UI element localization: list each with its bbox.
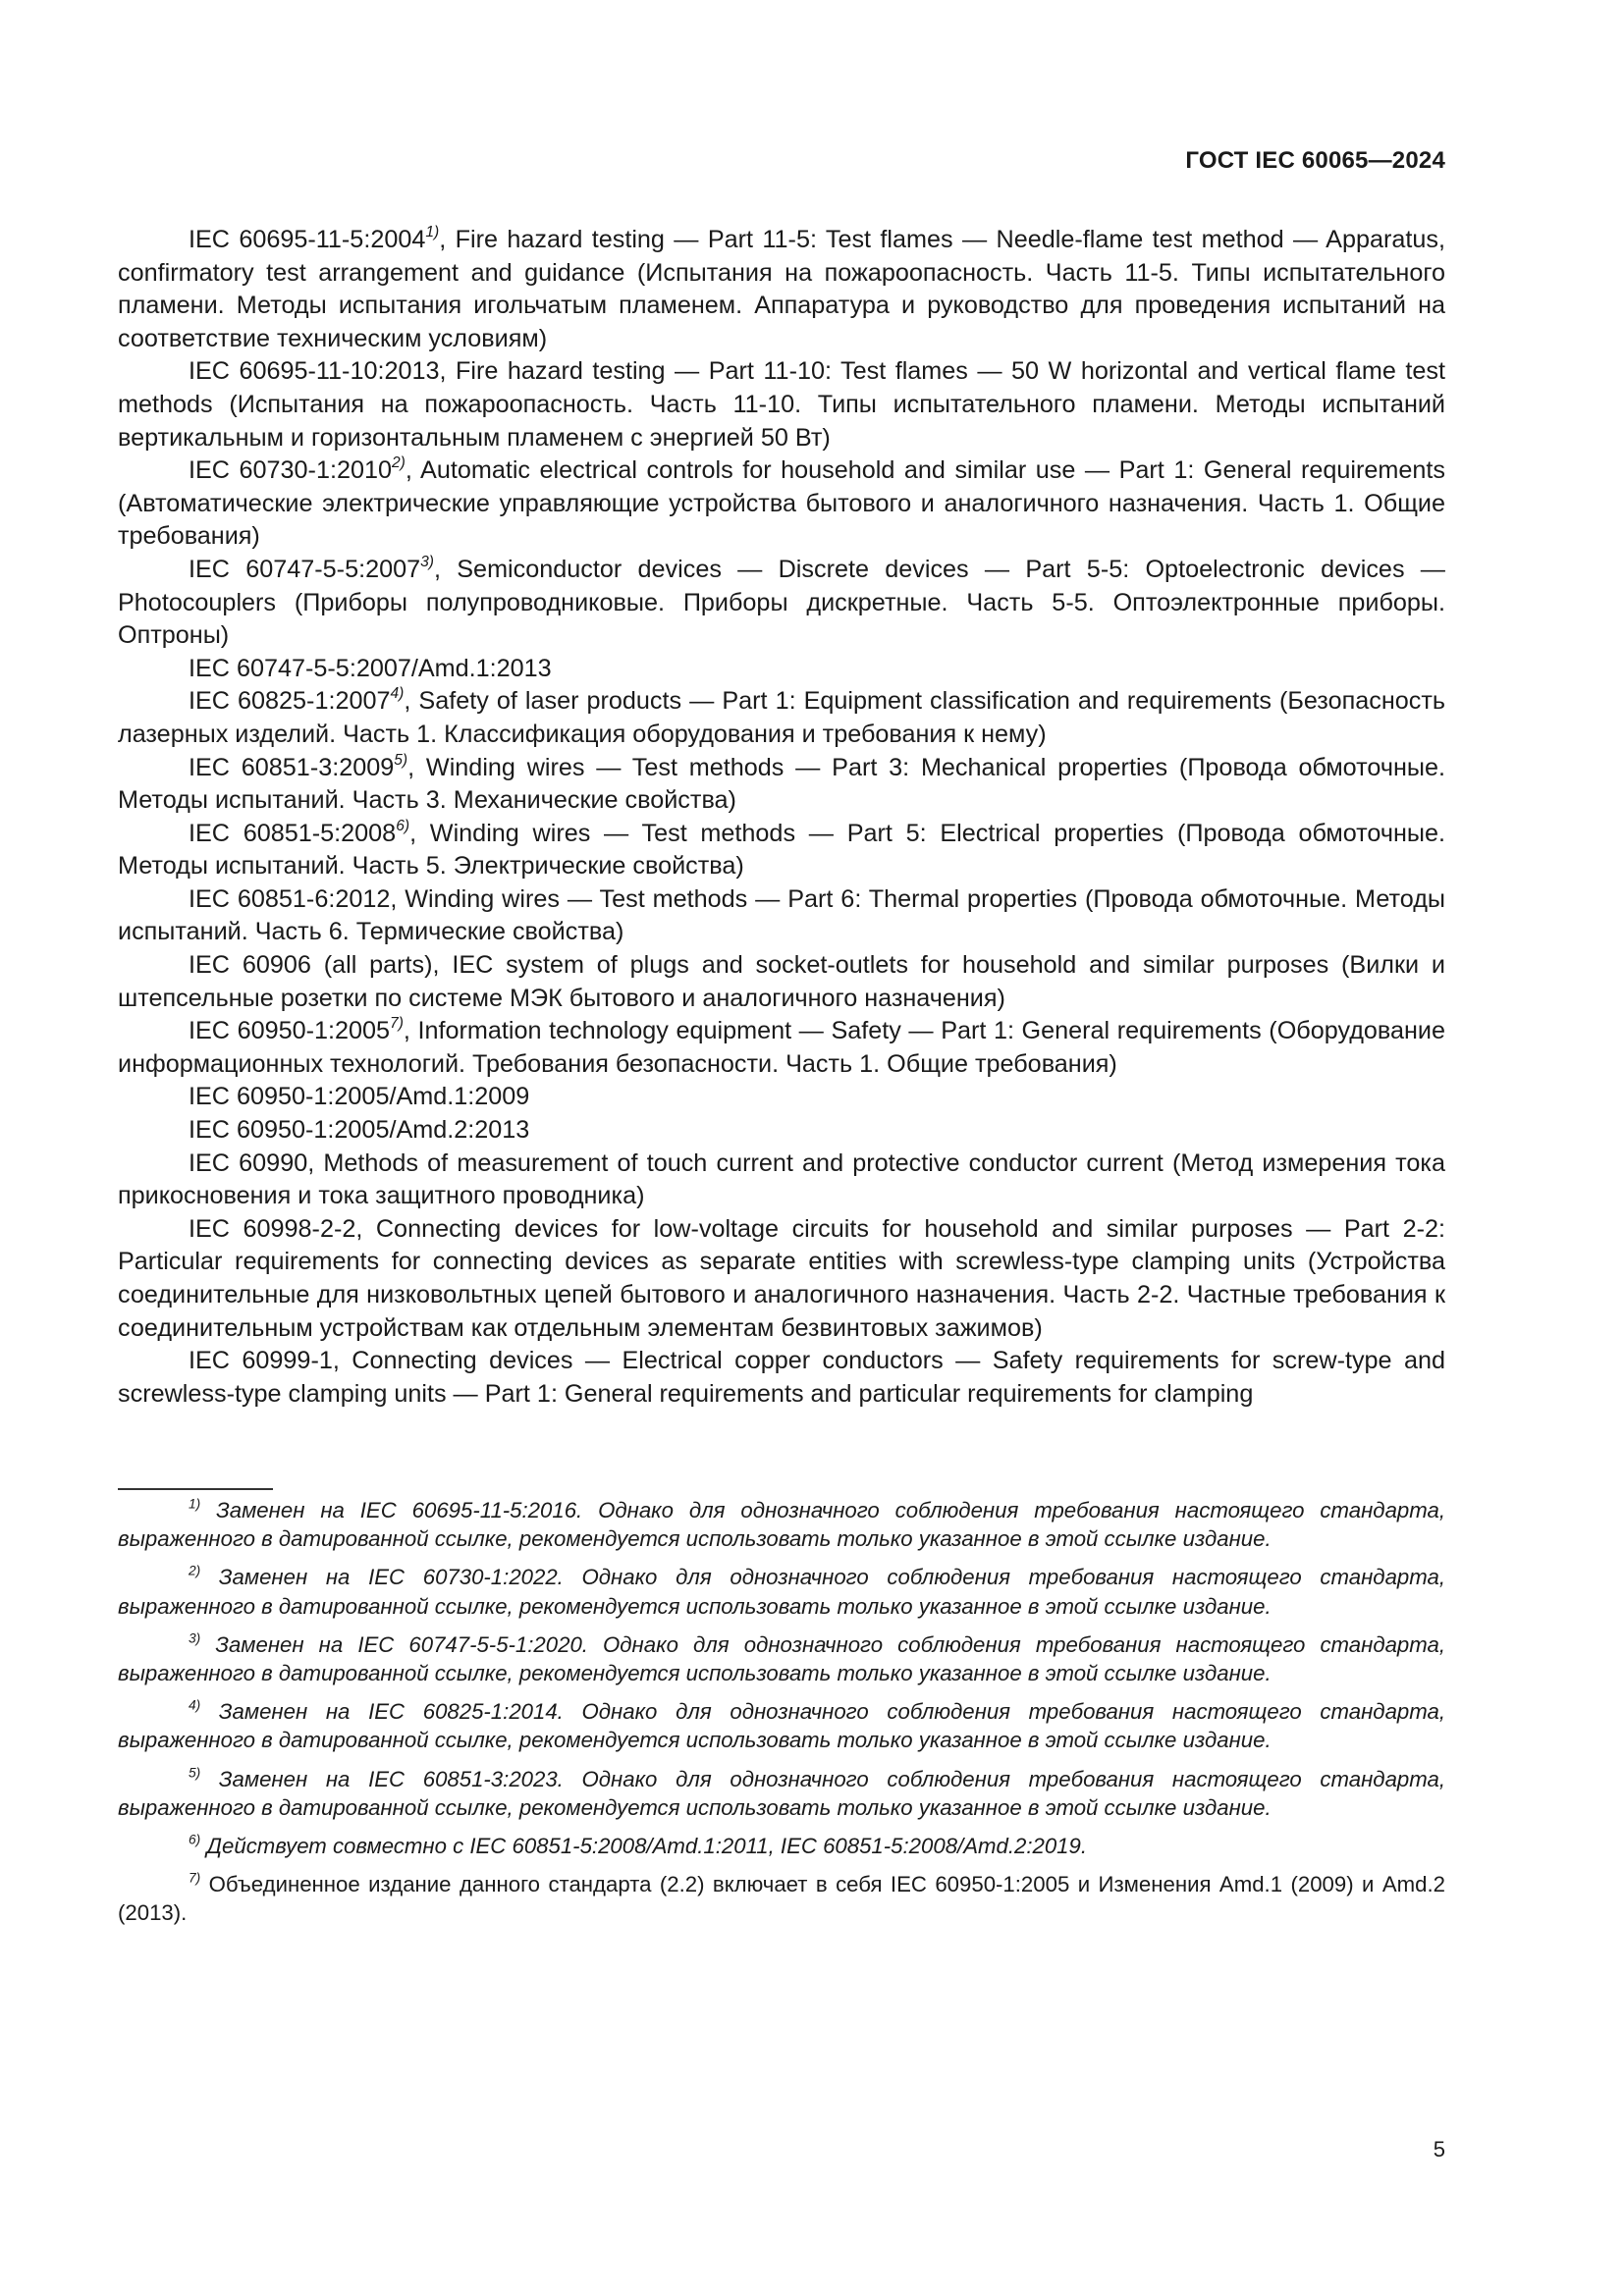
footnote-number: 6) (189, 1832, 201, 1847)
footnote-separator (118, 1488, 273, 1490)
footnote-marker: 3) (420, 554, 434, 571)
footnote-marker: 6) (396, 817, 410, 834)
reference-entry: IEC 60950-1:2005/Amd.1:2009 (189, 1083, 530, 1111)
page-number: 5 (1433, 2137, 1445, 2162)
footnote: $^{1)}$ Заменен на IEC 60695-11-5:2016. Однако для однозначного соблюдения требования настоящего стандарта, выраженного в датированной ссылке, рекомендуется использовать только указанное в этой ссылке издание. (118, 1496, 1445, 1552)
footnote: $^{2)}$ Заменен на IEC 60730-1:2022. Однако для однозначного соблюдения требования настоящего стандарта, выраженного в датированной ссылке, рекомендуется использовать только указанное в этой ссылке издание. (118, 1563, 1445, 1619)
reference-entry: IEC 60906 (all parts), IEC system of plugs and socket-outlets for household and similar purposes (Вилки и штепсельные розетки по системе МЭК бытового и аналогичного назначения) (118, 951, 1445, 1012)
reference-entry: IEC 60851-5:2008$^{6)}$, Winding wires — Test methods — Part 5: Electrical properties (Провода обмоточные. Методы испытаний. Часть 5. Электрические свойства) (118, 817, 1445, 881)
reference-entry: IEC 60730-1:2010$^{2)}$, Automatic electrical controls for household and similar use — Part 1: General requirements (Автоматические электрические управляющие устройства бытового и аналогичного назначения. Часть 1. Общие требования) (118, 454, 1446, 551)
footnote-marker: 5) (394, 751, 408, 769)
footnote: $^{3)}$ Заменен на IEC 60747-5-5-1:2020. Однако для однозначного соблюдения требования настоящего стандарта, выраженного в датированной ссылке, рекомендуется использовать только указанное в этой ссылке издание. (118, 1630, 1445, 1686)
reference-entry: IEC 60990, Methods of measurement of touch current and protective conductor current (Метод измерения тока прикосновения и тока защитного проводника) (118, 1148, 1445, 1210)
reference-entry: IEC 60695-11-5:2004$^{1)}$, Fire hazard testing — Part 11-5: Test flames — Needle-flame test method — Apparatus, confirmatory test arrangement and guidance (Испытания на пожароопасность. Часть 11-5. Типы испытательного пламени. Методы испытания игольчатым пламенем. Аппаратура и руководство для проведения испытаний на соответствие техническим условиям) (118, 224, 1445, 352)
reference-entry: IEC 60825-1:2007$^{4)}$, Safety of laser products — Part 1: Equipment classification and requirements (Безопасность лазерных изделий. Часть 1. Классификация оборудования и требования к нему) (118, 685, 1445, 748)
reference-entry: IEC 60851-3:2009$^{5)}$, Winding wires — Test methods — Part 3: Mechanical properties (Провода обмоточные. Методы испытаний. Часть 3. Механические свойства) (118, 751, 1445, 815)
footnote: $^{4)}$ Заменен на IEC 60825-1:2014. Однако для однозначного соблюдения требования настоящего стандарта, выраженного в датированной ссылке, рекомендуется использовать только указанное в этой ссылке издание. (118, 1697, 1445, 1753)
footnote-number: 5) (189, 1765, 201, 1780)
footnote-marker: 7) (390, 1015, 404, 1033)
footnote-marker: 1) (425, 224, 440, 241)
footnotes (118, 1496, 1445, 1938)
footnote-number: 4) (189, 1697, 201, 1713)
reference-entry: IEC 60851-6:2012, Winding wires — Test methods — Part 6: Thermal properties (Провода обмоточные. Методы испытаний. Часть 6. Термические свойства) (118, 884, 1445, 946)
reference-entry: IEC 60747-5-5:2007/Amd.1:2013 (189, 654, 552, 682)
footnote: $^{5)}$ Заменен на IEC 60851-3:2023. Однако для однозначного соблюдения требования настоящего стандарта, выраженного в датированной ссылке, рекомендуется использовать только указанное в этой ссылке издание. (118, 1765, 1445, 1820)
footnote-number: 3) (189, 1630, 201, 1646)
reference-entry: IEC 60695-11-10:2013, Fire hazard testing — Part 11-10: Test flames — 50 W horizontal and vertical flame test methods (Испытания на пожароопасность. Часть 11-10. Типы испытательного пламени. Методы испытаний вертикальным и горизонтальным пламенем с энергией 50 Вт) (118, 357, 1445, 452)
reference-entry: IEC 60999-1, Connecting devices — Electrical copper conductors — Safety requirements for screw-type and screwless-type clamping units — Part 1: General requirements and particular requirements for clamping (118, 1347, 1445, 1408)
reference-entry: IEC 60998-2-2, Connecting devices for low-voltage circuits for household and similar purposes — Part 2-2: Particular requirements for connecting devices as separate entities with screwless-type clamping units (Устройства соединительные для низковольтных цепей бытового и аналогичного назначения. Часть 2-2. Частные требования к соединительным устройствам как отдельным элементам безвинтовых зажимов) (118, 1214, 1445, 1342)
reference-entry: IEC 60950-1:2005$^{7)}$, Information technology equipment — Safety — Part 1: General requirements (Оборудование информационных технологий. Требования безопасности. Часть 1. Общие требования) (118, 1015, 1445, 1078)
footnote: $^{7)}$ Объединенное издание данного стандарта (2.2) включает в себя IEC 60950-1:2005 и Изменения Amd.1 (2009) и Amd.2 (2013). (118, 1870, 1445, 1926)
footnote-marker: 2) (392, 454, 406, 472)
footnote-number: 2) (189, 1563, 201, 1578)
footnote-number: 7) (189, 1870, 201, 1886)
footnote-marker: 4) (390, 685, 405, 703)
document-header: ГОСТ IEC 60065—2024 (1185, 147, 1445, 174)
reference-entry: IEC 60950-1:2005/Amd.2:2013 (189, 1116, 530, 1145)
footnote: $^{6)}$ Действует совместно с IEC 60851-5:2008/Amd.1:2011, IEC 60851-5:2008/Amd.2:2019. (189, 1832, 1088, 1859)
normative-references (118, 224, 1445, 1411)
reference-entry: IEC 60747-5-5:2007$^{3)}$, Semiconductor devices — Discrete devices — Part 5-5: Optoelectronic devices — Photocouplers (Приборы полупроводниковые. Приборы дискретные. Часть 5-5. Оптоэлектронные приборы. Оптроны) (118, 554, 1445, 650)
footnote-number: 1) (189, 1496, 201, 1512)
